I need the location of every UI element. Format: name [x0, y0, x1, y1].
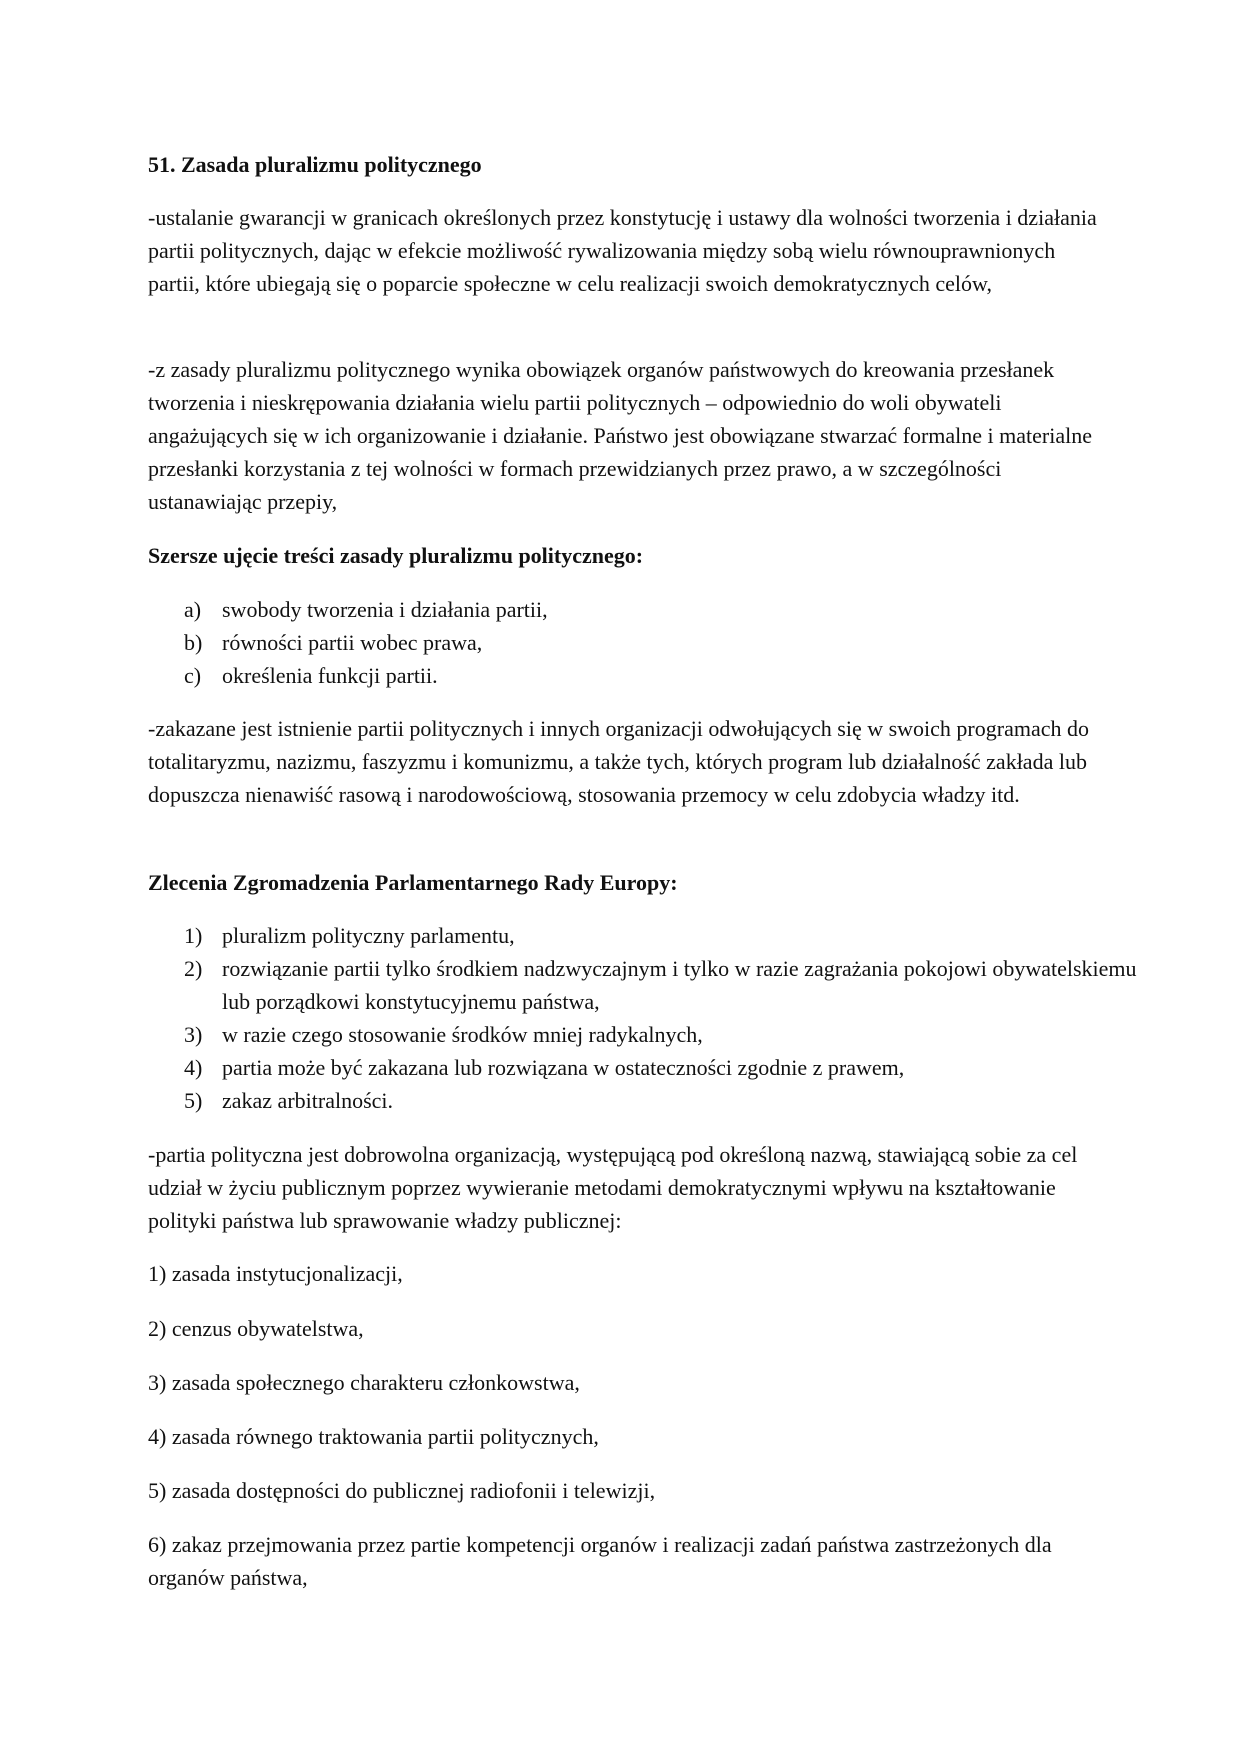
- list-item: [148, 1084, 1148, 1117]
- list-item: [148, 593, 1108, 626]
- principle-item: 5) zasada dostępności do publicznej radiofonii i telewizji,: [148, 1478, 656, 1503]
- subheading-broader-scope: Szersze ujęcie treści zasady pluralizmu politycznego:: [148, 543, 644, 568]
- paragraph-guarantees: [148, 201, 1108, 300]
- list-marker: a): [184, 597, 202, 622]
- principle-item: 1) zasada instytucjonalizacji,: [148, 1261, 403, 1286]
- principle-item: 3) zasada społecznego charakteru członkowstwa,: [148, 1370, 580, 1395]
- list-item-text: swobody tworzenia i działania partii,: [222, 597, 548, 622]
- paragraph-prohibited-parties: [148, 712, 1108, 811]
- paragraph-party-definition: [148, 1138, 1108, 1237]
- list-item: [148, 952, 1148, 1018]
- list-item: [148, 626, 1108, 659]
- list-item: [148, 1018, 1148, 1051]
- subheading-council-of-europe: Zlecenia Zgromadzenia Parlamentarnego Rady Europy:: [148, 870, 678, 895]
- list-item-text: zakaz arbitralności.: [222, 1088, 394, 1113]
- list-item-text: rozwiązanie partii tylko środkiem nadzwyczajnym i tylko w razie zagrażania pokojowi obywatelskiemu lub porządkowi konstytucyjnemu państwa,: [222, 956, 1137, 1014]
- paragraph-state-obligation: [148, 353, 1108, 518]
- list-item-text: równości partii wobec prawa,: [222, 630, 483, 655]
- paragraph-text: -z zasady pluralizmu politycznego wynika obowiązek organów państwowych do kreowania przesłanek tworzenia i nieskrępowania działania wielu partii politycznych – odpowiednio do woli obywateli angażujących się w ich organizowanie i działanie. Państwo jest obowiązane stwarzać formalne i materialne przesłanki korzystania z tej wolności w formach przewidzianych przez prawo, a w szczególności ustanawiając przepiy,: [148, 357, 1092, 514]
- list-marker: 3): [184, 1022, 203, 1047]
- number-list: [148, 919, 1148, 1117]
- letter-list: [148, 593, 1108, 692]
- list-marker: 2): [184, 956, 203, 981]
- list-item: [148, 919, 1148, 952]
- list-marker: c): [184, 663, 202, 688]
- list-item-text: w razie czego stosowanie środków mniej radykalnych,: [222, 1022, 703, 1047]
- principle-item: 6) zakaz przejmowania przez partie kompetencji organów i realizacji zadań państwa zastrzeżonych dla organów państwa,: [148, 1532, 1052, 1590]
- principle-item: 4) zasada równego traktowania partii politycznych,: [148, 1424, 599, 1449]
- paragraph-text: -zakazane jest istnienie partii politycznych i innych organizacji odwołujących się w swoich programach do totalitaryzmu, nazizmu, faszyzmu i komunizmu, a także tych, których program lub działalność zakłada lub dopuszcza nienawiść rasową i narodowościową, stosowania przemocy w celu zdobycia władzy itd.: [148, 716, 1089, 807]
- list-marker: b): [184, 630, 203, 655]
- list-marker: 4): [184, 1055, 203, 1080]
- paragraph-text: -partia polityczna jest dobrowolna organizacją, występującą pod określoną nazwą, stawiającą sobie za cel udział w życiu publicznym poprzez wywieranie metodami demokratycznymi wpływu na kształtowanie polityki państwa lub sprawowanie władzy publicznej:: [148, 1142, 1078, 1233]
- principle-item: 2) cenzus obywatelstwa,: [148, 1316, 364, 1341]
- list-item-text: określenia funkcji partii.: [222, 663, 438, 688]
- list-item: [148, 1051, 1148, 1084]
- list-marker: 5): [184, 1088, 203, 1113]
- list-item-text: pluralizm polityczny parlamentu,: [222, 923, 515, 948]
- list-item-text: partia może być zakazana lub rozwiązana w ostateczności zgodnie z prawem,: [222, 1055, 905, 1080]
- list-item: [148, 659, 1108, 692]
- section-title: 51. Zasada pluralizmu politycznego: [148, 152, 482, 177]
- list-marker: 1): [184, 923, 203, 948]
- paragraph-text: -ustalanie gwarancji w granicach określonych przez konstytucję i ustawy dla wolności tworzenia i działania partii politycznych, dając w efekcie możliwość rywalizowania między sobą wielu równouprawnionych partii, które ubiegają się o poparcie społeczne w celu realizacji swoich demokratycznych celów,: [148, 205, 1097, 296]
